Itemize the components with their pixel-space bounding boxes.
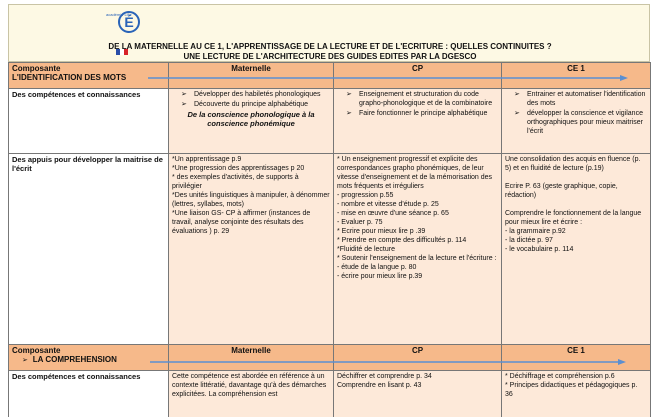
text-line: - la dictée p. 97 [505,237,553,244]
text-line: - le vocabulaire p. 114 [505,246,574,253]
list-item: ➢ Développer des habiletés phonologiques [194,90,330,99]
text-line: Une consolidation des acquis en fluence (p. 5) et en fluidité de lecture (p.19) [505,156,641,172]
text-line: Cette compétence est abordée en référence à un contexte littératié, davantage qu'à des démarches explicitées. La compréhension est [172,373,327,398]
list-item: ➢ développer la conscience et vigilance orthographiques pour mieux maitriser l'écrit [527,109,647,136]
cell-maternelle [169,154,334,345]
text-line: - étude de la langue p. 80 [337,264,417,271]
text-line: * Un enseignement progressif et explicite des correspondances grapho phonémiques, de leur vitesse d'enseignement et de la mémorisation des mots fréquents et irréguliers [337,156,493,190]
text-line: - écrire pour mieux lire p.39 [337,273,423,280]
section-composante [9,345,169,371]
text-line: Déchiffrer et comprendre p. 34 [337,373,432,380]
arrow-bullet-icon: ➢ [22,356,33,364]
text-line: * Soutenir l'enseignement de la lecture et l'écriture : [337,255,497,262]
col-cp: CP [334,63,502,89]
cell-cp [334,89,502,154]
col-ce1: CE 1 [502,63,651,89]
text-line: - nombre et vitesse d'étude p. 25 [337,201,439,208]
col-maternelle: Maternelle [169,63,334,89]
section-name-text: LA COMPREHENSION [32,355,117,364]
text-line: *Une liaison GS- CP à affirmer (instances de travail, analyse conjointe des résultats des évaluations ) p. 29 [172,210,311,235]
logo-text: académie Lille [106,12,132,17]
text-line: *Fluidité de lecture [337,246,395,253]
text-line: - progression p.55 [337,192,394,199]
cell-ce1 [502,371,651,417]
text-line: Comprendre en lisant p. 43 [337,382,422,389]
text-line [505,173,647,182]
row-appuis [9,154,651,345]
text-line: - mise en œuvre d'une séance p. 65 [337,210,449,217]
text-line [505,200,647,209]
comparison-table [8,62,651,417]
cell-maternelle [169,89,334,154]
col-ce1: CE 1 [502,345,651,371]
cell-ce1 [502,89,651,154]
document-title: DE LA MATERNELLE AU CE 1, L'APPRENTISSAGE DE LA LECTURE ET DE L'ECRITURE : QUELLES CONTINUITES ? [108,42,552,51]
list-item: ➢ Découverte du principe alphabétique [194,100,330,109]
text-line: *Des unités linguistiques à manipuler, à dénommer (lettres, syllabes, mots) [172,192,330,208]
text-line: - la grammaire p.92 [505,228,566,235]
row-label: Des appuis pour développer la maitrise de l'écrit [9,154,169,345]
row-label: Des compétences et connaissances [9,89,169,154]
document-subtitle: UNE LECTURE DE L'ARCHITECTURE DES GUIDES EDITES PAR LA DGESCO [183,52,477,61]
row-label: Des compétences et connaissances [9,371,169,417]
text-line: * Déchiffrage et compréhension p.6 [505,373,615,380]
text-line: * Principes didactiques et pédagogiques p. 36 [505,382,638,398]
document-header [8,4,650,62]
col-cp: CP [334,345,502,371]
text-line: *Une progression des apprentissages p 20 [172,165,305,172]
composante-label: Composante [12,64,61,73]
section-name [12,355,165,365]
section-header-identification [9,63,651,89]
emphasis-text: De la conscience phonologique à la conscience phonémique [187,110,315,128]
text-line: Ecrire P. 63 (geste graphique, copie, rédaction) [505,183,618,199]
cell-maternelle [169,371,334,417]
logo-letter: É [118,11,140,33]
row-competences-1 [9,89,651,154]
list-item: ➢ Entrainer et automatiser l'identification des mots [527,90,647,108]
section-composante [9,63,169,89]
text-line: * Ecrire pour mieux lire p .39 [337,228,426,235]
col-maternelle: Maternelle [169,345,334,371]
text-line: - Evaluer p. 75 [337,219,383,226]
row-competences-2 [9,371,651,417]
text-line: * des exemples d'activités, de supports à privilégier [172,174,299,190]
section-header-comprehension [9,345,651,371]
text-line: Comprendre le fonctionnement de la langue pour mieux lire et écrire : [505,210,642,226]
cell-cp [334,371,502,417]
composante-label: Composante [12,346,61,355]
list-item: ➢ Faire fonctionner le principe alphabétique [359,109,498,118]
text-line: * Prendre en compte des difficultés p. 114 [337,237,467,244]
cell-ce1 [502,154,651,345]
cell-cp [334,154,502,345]
list-item: ➢ Enseignement et structuration du code grapho-phonologique et de la combinatoire [359,90,498,108]
text-line: *Un apprentissage p.9 [172,156,242,163]
section-name: L'IDENTIFICATION DES MOTS [12,73,127,82]
